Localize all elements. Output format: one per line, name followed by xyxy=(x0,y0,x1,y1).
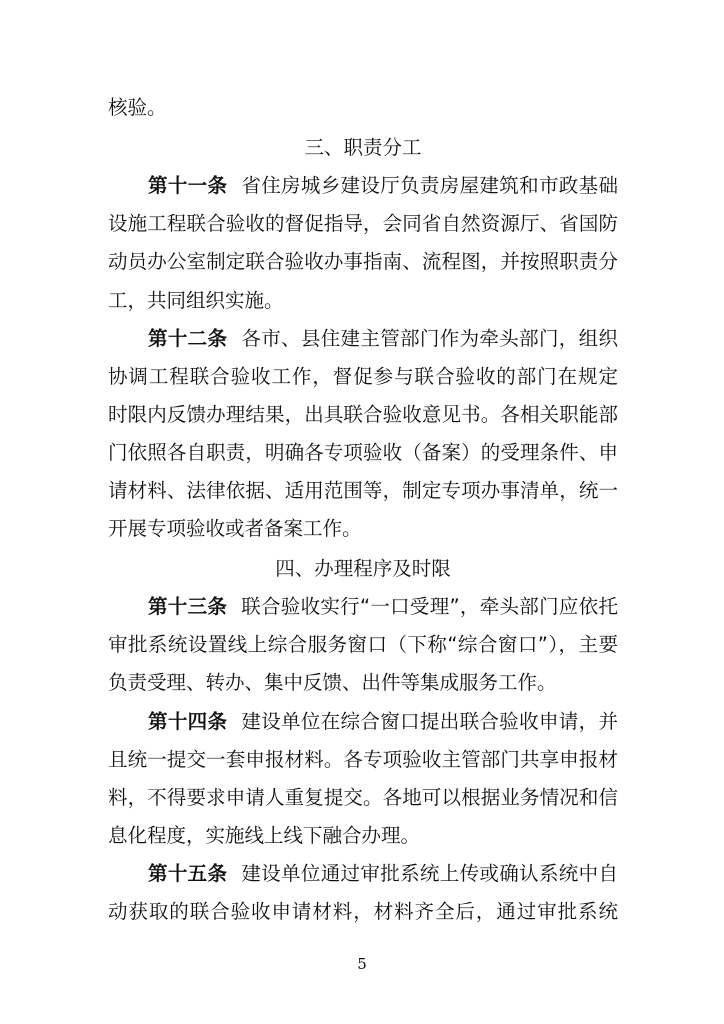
article-text: 省住房城乡建设厅负责房屋建筑和市政基础 xyxy=(241,174,618,197)
page-number: 5 xyxy=(357,955,367,973)
article-label: 第十一条 xyxy=(148,174,228,197)
section-heading-procedures: 四、办理程序及时限 xyxy=(275,557,451,580)
article-text: 建设单位通过审批系统上传或确认系统中自 xyxy=(241,862,618,885)
article-first-line xyxy=(148,856,618,892)
article-label: 第十三条 xyxy=(148,595,228,618)
article-first-line xyxy=(148,321,618,357)
article-label: 第十四条 xyxy=(148,710,228,733)
paragraph-line: 开展专项验收或者备案工作。 xyxy=(108,517,362,540)
section-heading-responsibilities: 三、职责分工 xyxy=(304,136,422,159)
paragraph-line: 审批系统设置线上综合服务窗口（下称“综合窗口”），主要 xyxy=(108,633,618,656)
article-text: 各市、县住建主管部门作为牵头部门，组织 xyxy=(241,327,618,350)
paragraph-line: 动员办公室制定联合验收办事指南、流程图，并按照职责分 xyxy=(108,250,618,273)
paragraph-line: 协调工程联合验收工作，督促参与联合验收的部门在规定 xyxy=(108,365,618,388)
paragraph-line: 负责受理、转办、集中反馈、出件等集成服务工作。 xyxy=(108,671,557,694)
paragraph-line: 设施工程联合验收的督促指导，会同省自然资源厅、省国防 xyxy=(108,212,618,235)
article-text: 联合验收实行“一口受理”，牵头部门应依托 xyxy=(241,595,618,618)
paragraph-line: 工，共同组织实施。 xyxy=(108,289,284,312)
paragraph-line: 料，不得要求申请人重复提交。各地可以根据业务情况和信 xyxy=(108,786,618,809)
paragraph-line: 核验。 xyxy=(108,96,167,119)
paragraph-line: 动获取的联合验收申请材料，材料齐全后，通过审批系统 xyxy=(108,900,618,923)
paragraph-line: 门依照各自职责，明确各专项验收（备案）的受理条件、申 xyxy=(108,441,618,464)
article-first-line xyxy=(148,589,618,625)
article-first-line xyxy=(148,168,618,204)
article-text: 建设单位在综合窗口提出联合验收申请，并 xyxy=(241,710,618,733)
article-label: 第十二条 xyxy=(148,327,228,350)
paragraph-line: 请材料、法律依据、适用范围等，制定专项办事清单，统一 xyxy=(108,479,618,502)
paragraph-line: 时限内反馈办理结果，出具联合验收意见书。各相关职能部 xyxy=(108,403,618,426)
paragraph-line: 且统一提交一套申报材料。各专项验收主管部门共享申报材 xyxy=(108,748,618,771)
paragraph-line: 息化程度，实施线上线下融合办理。 xyxy=(108,824,421,847)
article-first-line xyxy=(148,704,618,740)
article-label: 第十五条 xyxy=(148,862,228,885)
